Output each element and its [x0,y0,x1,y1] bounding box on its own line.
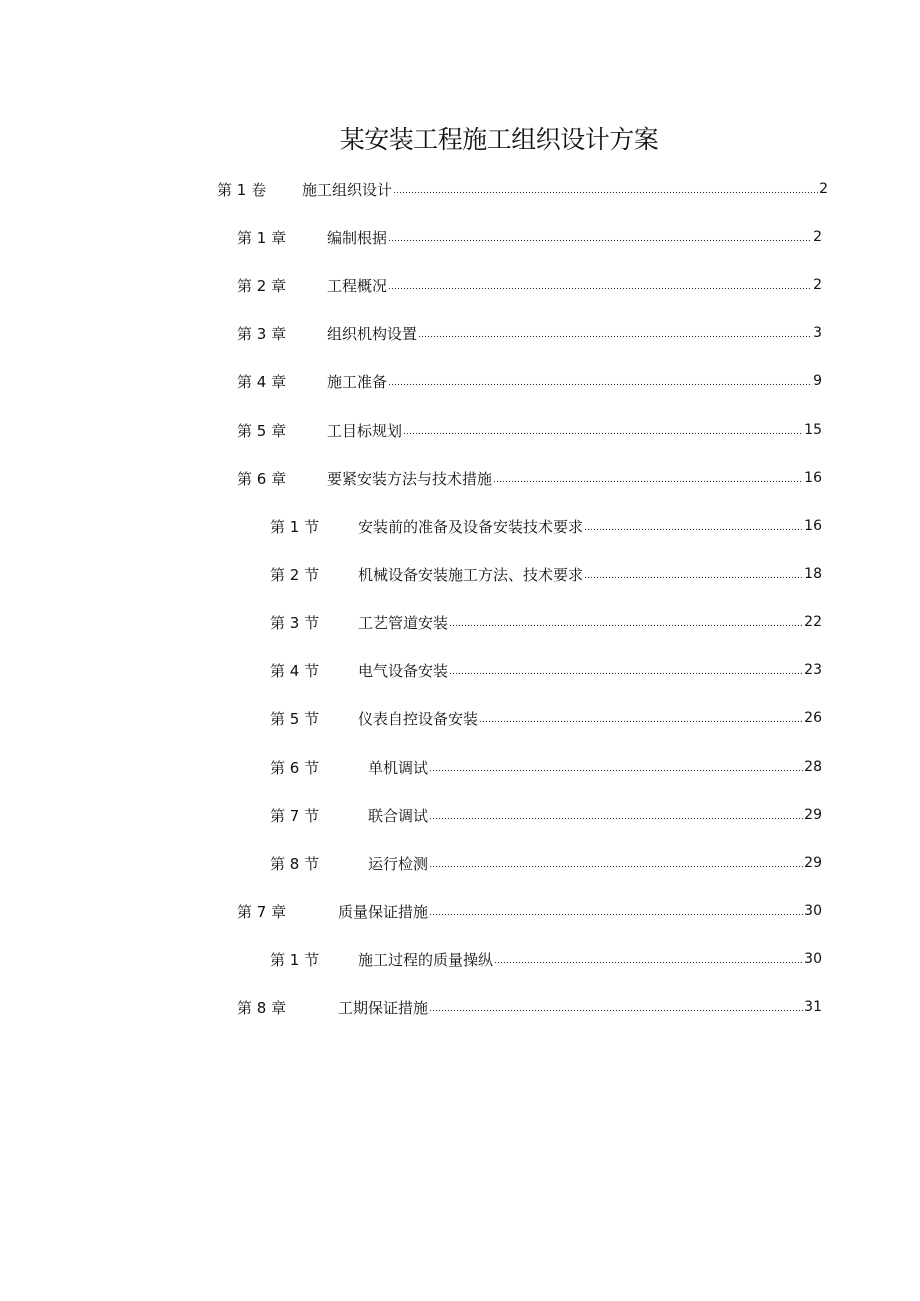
toc-entry[interactable] [237,995,822,1019]
toc-dot-leader [388,383,812,386]
toc-dot-leader [388,287,812,290]
toc-entry-page-number: 2 [819,181,828,197]
toc-entry-title: 工期保证措施 [338,998,429,1017]
toc-entry[interactable] [237,273,822,297]
toc-entry-page-number: 15 [804,422,822,438]
toc-dot-leader [388,239,812,242]
toc-entry-number: 第 1 节 [270,517,320,536]
toc-entry-title: 编制根据 [327,228,388,247]
toc-entry-title: 施工准备 [327,372,388,391]
toc-entry-number: 第 3 节 [270,613,320,632]
toc-entry[interactable] [270,562,822,586]
toc-entry-page-number: 30 [804,951,822,967]
toc-dot-leader [429,865,803,868]
document-title: 某安装工程施工组织设计方案 [339,125,659,154]
toc-entry-number: 第 3 章 [237,324,287,343]
toc-entry[interactable] [237,418,822,442]
toc-entry-page-number: 26 [804,710,822,726]
toc-entry[interactable] [270,610,822,634]
toc-entry-title: 施工组织设计 [302,180,393,199]
toc-dot-leader [403,432,803,435]
toc-entry[interactable] [270,755,822,779]
toc-entry-page-number: 23 [804,662,822,678]
toc-entry-page-number: 31 [804,999,822,1015]
toc-entry-page-number: 2 [813,229,822,245]
toc-entry-number: 第 5 节 [270,709,320,728]
toc-entry-number: 第 5 章 [237,421,287,440]
toc-entry-title: 施工过程的质量操纵 [358,950,494,969]
toc-entry-title: 运行检测 [368,854,429,873]
toc-dot-leader [584,528,803,531]
toc-entry-number: 第 8 节 [270,854,320,873]
toc-entry[interactable] [270,947,822,971]
toc-entry-page-number: 16 [804,470,822,486]
toc-entry-title: 单机调试 [368,758,429,777]
toc-entry[interactable] [270,803,822,827]
toc-dot-leader [479,720,803,723]
toc-dot-leader [429,817,803,820]
toc-entry[interactable] [217,177,828,201]
toc-entry-title: 要紧安装方法与技术措施 [327,469,493,488]
toc-entry-number: 第 1 节 [270,950,320,969]
toc-dot-leader [429,769,803,772]
toc-entry-number: 第 6 节 [270,758,320,777]
toc-entry-title: 工目标规划 [327,421,403,440]
toc-entry-title: 电气设备安装 [358,661,449,680]
toc-entry-number: 第 2 章 [237,276,287,295]
toc-dot-leader [449,624,803,627]
toc-entry[interactable] [237,899,822,923]
toc-entry-number: 第 2 节 [270,565,320,584]
toc-entry[interactable] [237,321,822,345]
toc-entry-title: 联合调试 [368,806,429,825]
toc-entry-page-number: 2 [813,277,822,293]
toc-dot-leader [449,672,803,675]
toc-entry-number: 第 6 章 [237,469,287,488]
toc-entry-number: 第 4 章 [237,372,287,391]
toc-entry[interactable] [270,706,822,730]
toc-entry-page-number: 30 [804,903,822,919]
toc-entry-page-number: 22 [804,614,822,630]
toc-entry[interactable] [270,851,822,875]
toc-dot-leader [418,335,812,338]
toc-dot-leader [429,1009,803,1012]
toc-entry-page-number: 3 [813,325,822,341]
toc-entry-number: 第 7 章 [237,902,287,921]
toc-entry-title: 工程概况 [327,276,388,295]
toc-dot-leader [493,480,803,483]
toc-entry[interactable] [237,466,822,490]
toc-dot-leader [584,576,803,579]
toc-entry-title: 仪表自控设备安装 [358,709,479,728]
toc-entry-page-number: 29 [804,855,822,871]
toc-entry-page-number: 9 [813,373,822,389]
toc-dot-leader [494,961,803,964]
toc-dot-leader [429,913,803,916]
toc-entry-number: 第 1 卷 [217,180,267,199]
toc-entry-number: 第 4 节 [270,661,320,680]
toc-entry[interactable] [270,658,822,682]
toc-entry[interactable] [237,225,822,249]
toc-entry-number: 第 7 节 [270,806,320,825]
toc-entry-number: 第 8 章 [237,998,287,1017]
toc-entry-page-number: 16 [804,518,822,534]
toc-entry-title: 安装前的准备及设备安装技术要求 [358,517,584,536]
toc-entry-title: 质量保证措施 [338,902,429,921]
toc-dot-leader [393,191,818,194]
toc-entry-title: 工艺管道安装 [358,613,449,632]
toc-entry-page-number: 18 [804,566,822,582]
toc-entry-title: 组织机构设置 [327,324,418,343]
toc-entry-number: 第 1 章 [237,228,287,247]
toc-entry[interactable] [270,514,822,538]
toc-entry-title: 机械设备安装施工方法、技术要求 [358,565,584,584]
toc-entry-page-number: 29 [804,807,822,823]
toc-entry[interactable] [237,369,822,393]
toc-entry-page-number: 28 [804,759,822,775]
